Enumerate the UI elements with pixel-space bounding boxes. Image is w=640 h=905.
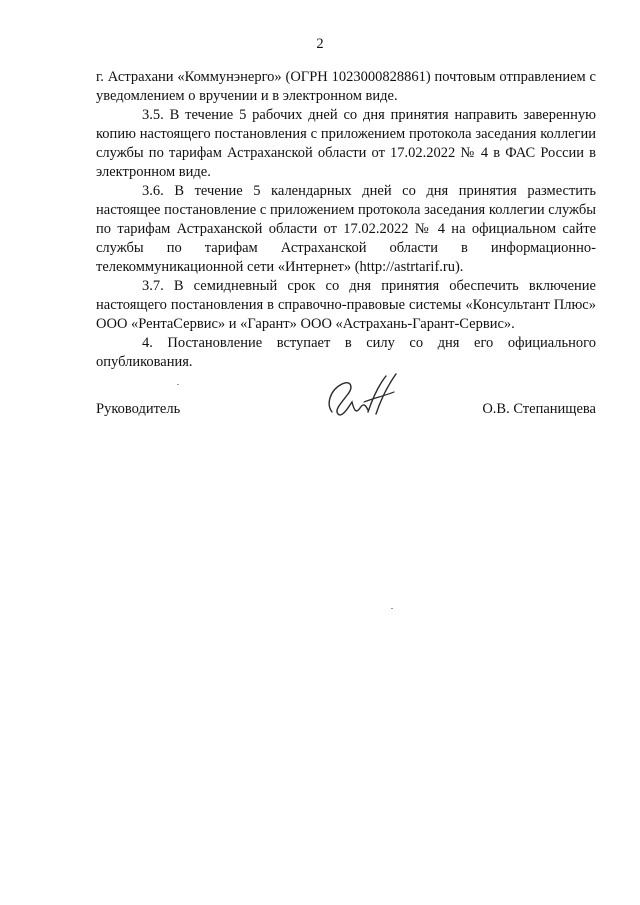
paragraph-3-7: 3.7. В семидневный срок со дня принятия обеспечить включение настоящего постановления в справочно-правовые системы «Консультант Плюс» ООО «РентаСервис» и «Гарант» ООО «Астрахань-Гарант-Сервис».: [96, 278, 596, 332]
paragraph-4: 4. Постановление вступает в силу со дня его официального опубликования.: [96, 335, 596, 370]
paragraph-continuation: г. Астрахани «Коммунэнерго» (ОГРН 1023000828861) почтовым отправлением с уведомлением о вручении и в электронном виде.: [96, 69, 596, 104]
signature-block: [96, 400, 596, 424]
handwritten-signature: [324, 372, 404, 424]
paragraph-3-5: 3.5. В течение 5 рабочих дней со дня принятия направить заверенную копию настоящего постановления с приложением протокола заседания коллегии службы по тарифам Астраханской области от 17.02.2022 № 4 в ФАС России в электронном виде.: [96, 107, 596, 180]
scan-speck: [177, 384, 179, 385]
scan-speck: [391, 608, 393, 609]
signatory-role: Руководитель: [96, 401, 181, 417]
paragraph-3-6: 3.6. В течение 5 календарных дней со дня принятия разместить настоящее постановление с приложением протокола заседания коллегии службы по тарифам Астраханской области от 17.02.2022 № 4 на официальном сайте службы по тарифам Астраханской области в информационно-телекоммуникационной сети «Интернет» (http://astrtarif.ru).: [96, 183, 596, 275]
page-number: 2: [316, 36, 324, 52]
signatory-name: О.В. Степанищева: [482, 401, 596, 417]
document-body: [96, 68, 596, 372]
